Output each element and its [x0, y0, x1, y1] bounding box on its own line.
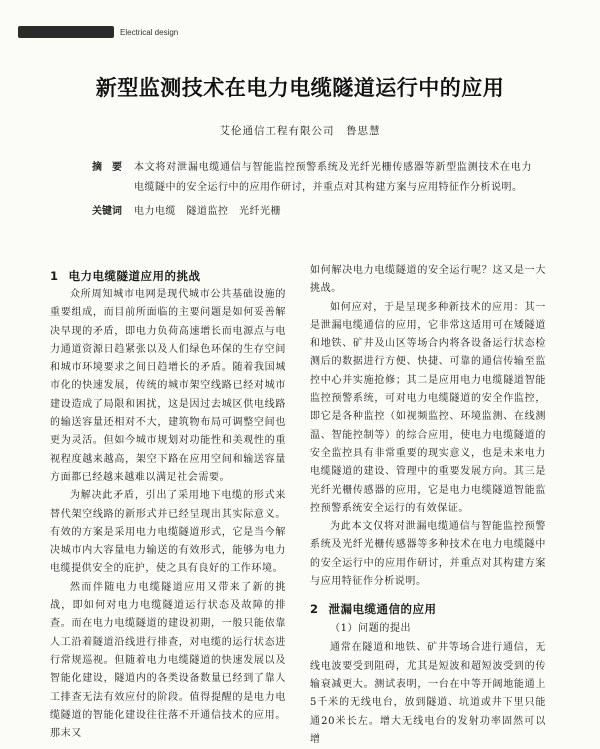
abstract	[92, 158, 532, 198]
journal-logo	[18, 26, 114, 38]
section-2-title: 泄漏电缆通信的应用	[328, 602, 437, 617]
author-line: 艾伦通信工程有限公司 鲁思慧	[219, 125, 381, 137]
paragraph: 为此本文仅将对泄漏电缆通信与智能监控预警系统及光纤光栅传感器等多种技术在电力电缆隧中的安全运行中的应用作研讨，并重点对其构建方案与应用特征作分析说明。	[310, 521, 546, 588]
abstract-block	[92, 158, 532, 222]
paragraph: 通常在隧道和地铁、矿井等场合进行通信，无线电波要受到阻碍，尤其是短波和超短波受到的传输衰减更大。测试表明，一台在中等开阔地能通上5千米的无线电台，放到隧道、坑道或井下里只能通20米长左。增大无线电台的发射功率固然可以增	[310, 642, 546, 745]
keywords	[92, 202, 532, 222]
paragraph: 如何应对，于是呈现多种新技术的应用：其一是泄漏电缆通信的应用，它非常这适用可在矮隧道和地铁、矿井及山区等场合内将各设备运行状态检测后的数据进行方便、快捷、可靠的通信传输至监控中心并实施抢修；其二是应用电力电缆隧道智能监控预警系统，可对电力电缆隧道的安全作监控，即它是各种监控（如视频监控、环境监测、在线测温、智能控制等）的综合应用，使电力电缆隧道的安全监控具有非常重要的现实意义，也是未来电力电缆隧道的建设、管理中的重要发展方向。其三是光纤光栅传感器的应用，它是电力电缆隧道智能监控预警系统安全运行的有效保证。	[310, 301, 546, 514]
section-1-title: 电力电缆隧道应用的挑战	[68, 269, 201, 283]
keywords-text: 电力电缆 隧道监控 光纤光栅	[134, 206, 281, 217]
paragraph: 然而伴随电力电缆隧道应用又带来了新的挑战，即如何对电力电缆隧道运行状态及故障的排查。而在电力电缆隧道的建设初期，一般只能依靠人工沿着隧道沿线进行排查，对电缆的运行状态进行常规巡视。但随着电力电缆隧道的快速发展以及智能化建设，隧道内的各类设备数量已经到了靠人工排查无法有效应付的阶段。值得提醒的是电力电缆隧道的智能化建设往往落不开通信技术的应用。那末又	[50, 581, 286, 740]
paragraph: 众所周知城市电网是现代城市公共基础设施的重要组成，而目前所面临的主要问题是如何妥善解决早现的矛盾，即电力负荷高速增长而电源点与电力通道资源日趋紧张以及人们绿色环保的生存空间和城市环境要求之间日趋增长的矛盾。随着我国城市化的快速发展，传统的城市架空线路已经对城市建设造成了局限和困扰，这是因过去城区供电线路的输送容量还相对不大，建筑物布局可调整空间也更为灵活。但如今城市规划对功能性和美观性的重视程度越来越高，架空下路在应用空间和输送容量方面都已经越来越难以满足社会需要。	[50, 289, 286, 483]
right-column	[310, 262, 546, 749]
section-1-heading	[50, 266, 286, 286]
left-column	[50, 266, 286, 743]
section-1-number: 1	[50, 269, 59, 283]
section-2-heading	[310, 599, 546, 619]
subsection-heading: （1）问题的提出	[330, 623, 412, 635]
article-title: 新型监测技术在电力电缆隧道运行中的应用	[95, 76, 505, 100]
abstract-text: 本文将对泄漏电缆通信与智能监控预警系统及光纤光栅传感器等新型监测技术在电力电缆隧中的安全运行中的应用作研讨，并重点对其构建方案与应用特征作分析说明。	[134, 162, 532, 193]
header-label: Electrical design	[120, 27, 179, 37]
section-2-number: 2	[310, 602, 319, 617]
paragraph: 如何解决电力电缆隧道的安全运行呢？这又是一大挑战。	[310, 265, 546, 295]
abstract-label: 摘 要	[92, 162, 122, 173]
running-header	[18, 26, 178, 38]
keywords-label: 关键词	[92, 206, 122, 217]
paragraph: 为解决此矛盾，引出了采用地下电缆的形式来替代架空线路的新形式并已经呈现出其实际意义。有效的方案是采用电力电缆隧道形式，它是当今解决城市内大容量电力输送的有效形式，能够为电力电缆提供安全的庇护，使之具有良好的工作环境。	[50, 490, 286, 575]
